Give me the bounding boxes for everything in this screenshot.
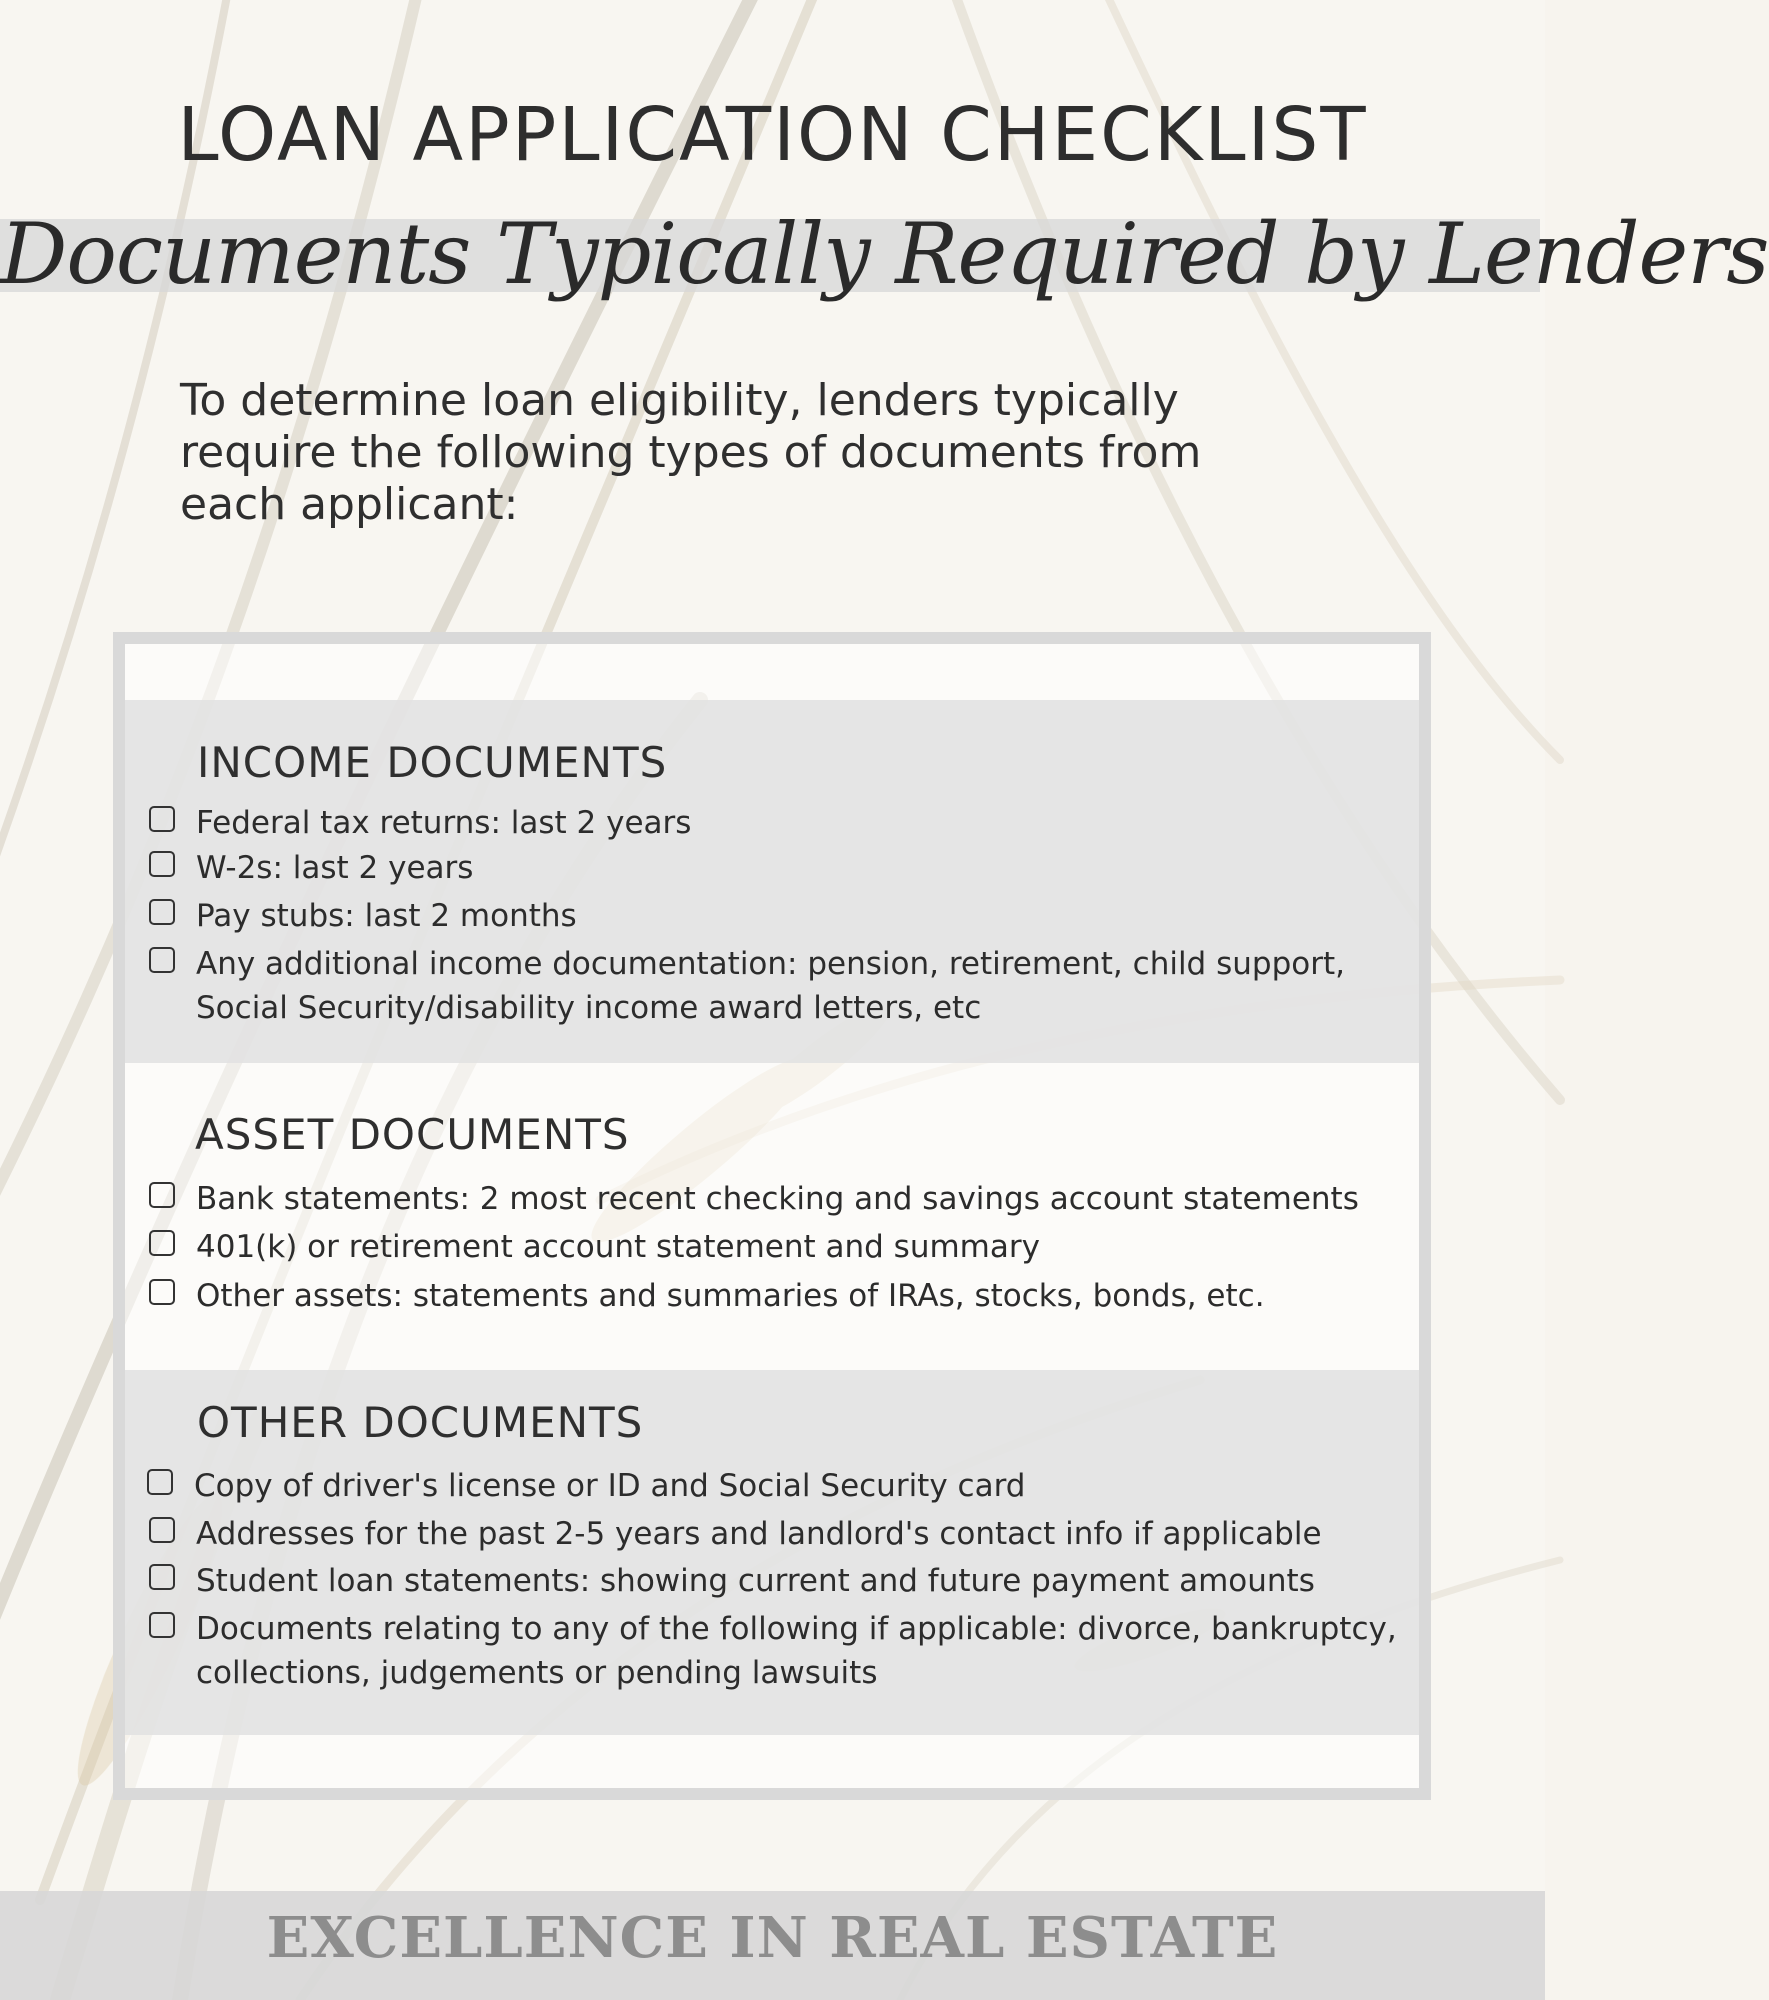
checklist-item <box>149 1177 1421 1221</box>
checkbox[interactable] <box>149 1517 175 1543</box>
other-section-heading: OTHER DOCUMENTS <box>197 1398 644 1447</box>
checklist-item-text: Documents relating to any of the following if applicable: divorce, bankruptcy, collections, judgements or pending lawsuits <box>196 1611 1397 1691</box>
asset-section-heading: ASSET DOCUMENTS <box>195 1110 630 1159</box>
intro-paragraph: To determine loan eligibility, lenders typically require the following types of documents from each applicant: <box>180 375 1202 530</box>
checkbox[interactable] <box>149 1182 175 1208</box>
checkbox[interactable] <box>149 899 175 925</box>
income-section-heading: INCOME DOCUMENTS <box>197 738 668 787</box>
checklist-item-text: Bank statements: 2 most recent checking and savings account statements <box>196 1181 1359 1217</box>
checkbox[interactable] <box>149 1612 175 1638</box>
page-subtitle: Documents Typically Required by Lenders <box>0 205 1769 303</box>
checklist-item <box>149 1512 1421 1556</box>
checklist-item <box>149 1559 1421 1603</box>
checklist-item <box>149 846 1421 890</box>
checklist-item-text: 401(k) or retirement account statement and summary <box>196 1229 1040 1265</box>
checklist-item <box>149 894 1421 938</box>
checkbox[interactable] <box>149 806 175 832</box>
checklist-item-text: Pay stubs: last 2 months <box>196 898 577 934</box>
checklist-item <box>147 1464 1419 1508</box>
checklist-item <box>149 1225 1421 1269</box>
checklist-item <box>149 1274 1421 1318</box>
checklist-item <box>149 942 1421 1030</box>
page-title: LOAN APPLICATION CHECKLIST <box>177 92 1368 178</box>
checkbox[interactable] <box>149 851 175 877</box>
checklist-item <box>149 1607 1421 1695</box>
footer-tagline: EXCELLENCE IN REAL ESTATE <box>266 1905 1279 1971</box>
checklist-item-text: Addresses for the past 2-5 years and landlord's contact info if applicable <box>196 1516 1322 1552</box>
checkbox[interactable] <box>149 1230 175 1256</box>
checklist-item-text: Any additional income documentation: pension, retirement, child support, Social Security/disability income award letters, etc <box>196 946 1345 1026</box>
checkbox[interactable] <box>149 1279 175 1305</box>
checklist-item-text: Other assets: statements and summaries of IRAs, stocks, bonds, etc. <box>196 1278 1265 1314</box>
checkbox[interactable] <box>149 1564 175 1590</box>
checklist-item-text: Copy of driver's license or ID and Social Security card <box>194 1468 1026 1504</box>
checklist-item <box>149 801 1421 845</box>
checklist-item-text: Federal tax returns: last 2 years <box>196 805 692 841</box>
checklist-item-text: Student loan statements: showing current and future payment amounts <box>196 1563 1315 1599</box>
checkbox[interactable] <box>149 947 175 973</box>
checklist-item-text: W-2s: last 2 years <box>196 850 474 886</box>
checkbox[interactable] <box>147 1469 173 1495</box>
